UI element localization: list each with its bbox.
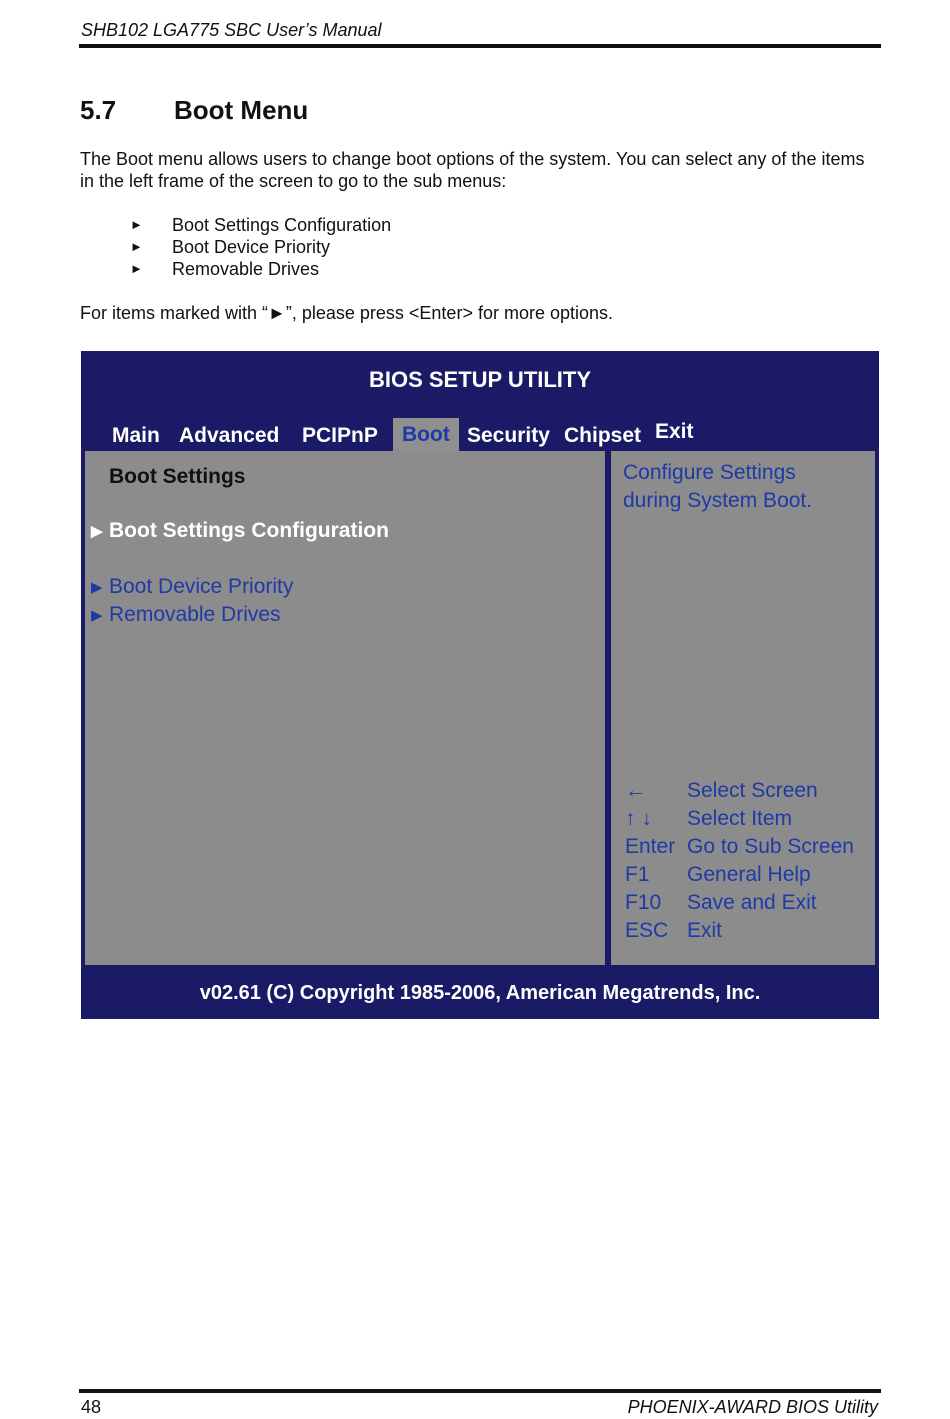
- key-action: Select Item: [687, 807, 793, 830]
- list-item: [130, 258, 391, 280]
- left-arrow-icon: ←: [625, 779, 646, 802]
- bios-title: BIOS SETUP UTILITY: [368, 367, 592, 392]
- key-row: [625, 861, 854, 889]
- footer-rule: [79, 1389, 881, 1393]
- bullet-triangle-icon: ►: [130, 261, 143, 276]
- running-footer: PHOENIX-AWARD BIOS Utility: [627, 1397, 878, 1417]
- key-action: Go to Sub Screen: [687, 835, 854, 858]
- up-down-arrows-icon: ↑ ↓: [625, 807, 652, 830]
- intro-paragraph: The Boot menu allows users to change boot options of the system. You can select any of the items in the left frame of the screen to go to the sub menus:: [80, 149, 865, 191]
- submenu-arrow-icon: ▶: [91, 523, 103, 540]
- bullet-list: [130, 214, 391, 280]
- menu-item-label: Removable Drives: [109, 603, 281, 626]
- bullet-text: Boot Settings Configuration: [172, 215, 392, 235]
- key-action: Select Screen: [687, 779, 818, 802]
- menu-item-label: Boot Settings Configuration: [109, 519, 389, 542]
- key-label: ESC: [625, 919, 669, 942]
- tab-boot[interactable]: Boot: [393, 418, 459, 452]
- key-row: [625, 777, 854, 805]
- key-action: General Help: [687, 863, 811, 886]
- key-action: Exit: [687, 919, 723, 942]
- tab-chipset[interactable]: Chipset: [564, 424, 642, 447]
- key-row: [625, 917, 854, 945]
- running-header: SHB102 LGA775 SBC User’s Manual: [81, 20, 382, 40]
- key-row: [625, 805, 854, 833]
- help-text: [623, 459, 812, 515]
- tab-security[interactable]: Security: [467, 424, 550, 447]
- bios-copyright: v02.61 (C) Copyright 1985-2006, American Megatrends, Inc.: [199, 982, 761, 1004]
- section-number: 5.7: [80, 95, 117, 125]
- list-item: [130, 214, 391, 236]
- bullet-triangle-icon: ►: [130, 239, 143, 254]
- tab-pcipnp[interactable]: PCIPnP: [302, 424, 378, 447]
- menu-item-boot-settings-configuration[interactable]: [91, 519, 389, 543]
- bullet-text: Boot Device Priority: [172, 237, 331, 257]
- tab-exit[interactable]: Exit: [655, 420, 694, 443]
- boot-settings-heading: Boot Settings: [109, 465, 246, 488]
- key-row: [625, 889, 854, 917]
- submenu-arrow-icon: ▶: [91, 607, 103, 624]
- menu-item-label: Boot Device Priority: [109, 575, 294, 598]
- tab-advanced[interactable]: Advanced: [179, 424, 280, 447]
- tab-main[interactable]: Main: [112, 424, 160, 447]
- menu-item-removable-drives[interactable]: [91, 603, 281, 627]
- section-title: Boot Menu: [174, 95, 309, 125]
- help-line: Configure Settings: [623, 461, 796, 484]
- bullet-triangle-icon: ►: [130, 217, 143, 232]
- list-item: [130, 236, 391, 258]
- key-action: Save and Exit: [687, 891, 817, 914]
- bios-help-pane: [611, 451, 875, 965]
- key-label: F10: [625, 891, 662, 914]
- submenu-arrow-icon: ▶: [91, 579, 103, 596]
- key-row: [625, 833, 854, 861]
- key-label: F1: [625, 863, 650, 886]
- page-number: 48: [81, 1397, 102, 1417]
- menu-item-boot-device-priority[interactable]: [91, 575, 293, 599]
- bios-screenshot: [81, 351, 879, 1019]
- help-line: during System Boot.: [623, 489, 813, 512]
- header-rule: [79, 44, 881, 48]
- bios-left-pane: [85, 451, 609, 965]
- enter-note: For items marked with “►”, please press <Enter> for more options.: [80, 303, 614, 323]
- bios-tab-bar: [81, 415, 879, 451]
- bullet-text: Removable Drives: [172, 259, 320, 279]
- key-label: Enter: [625, 835, 676, 858]
- key-legend: [625, 777, 854, 945]
